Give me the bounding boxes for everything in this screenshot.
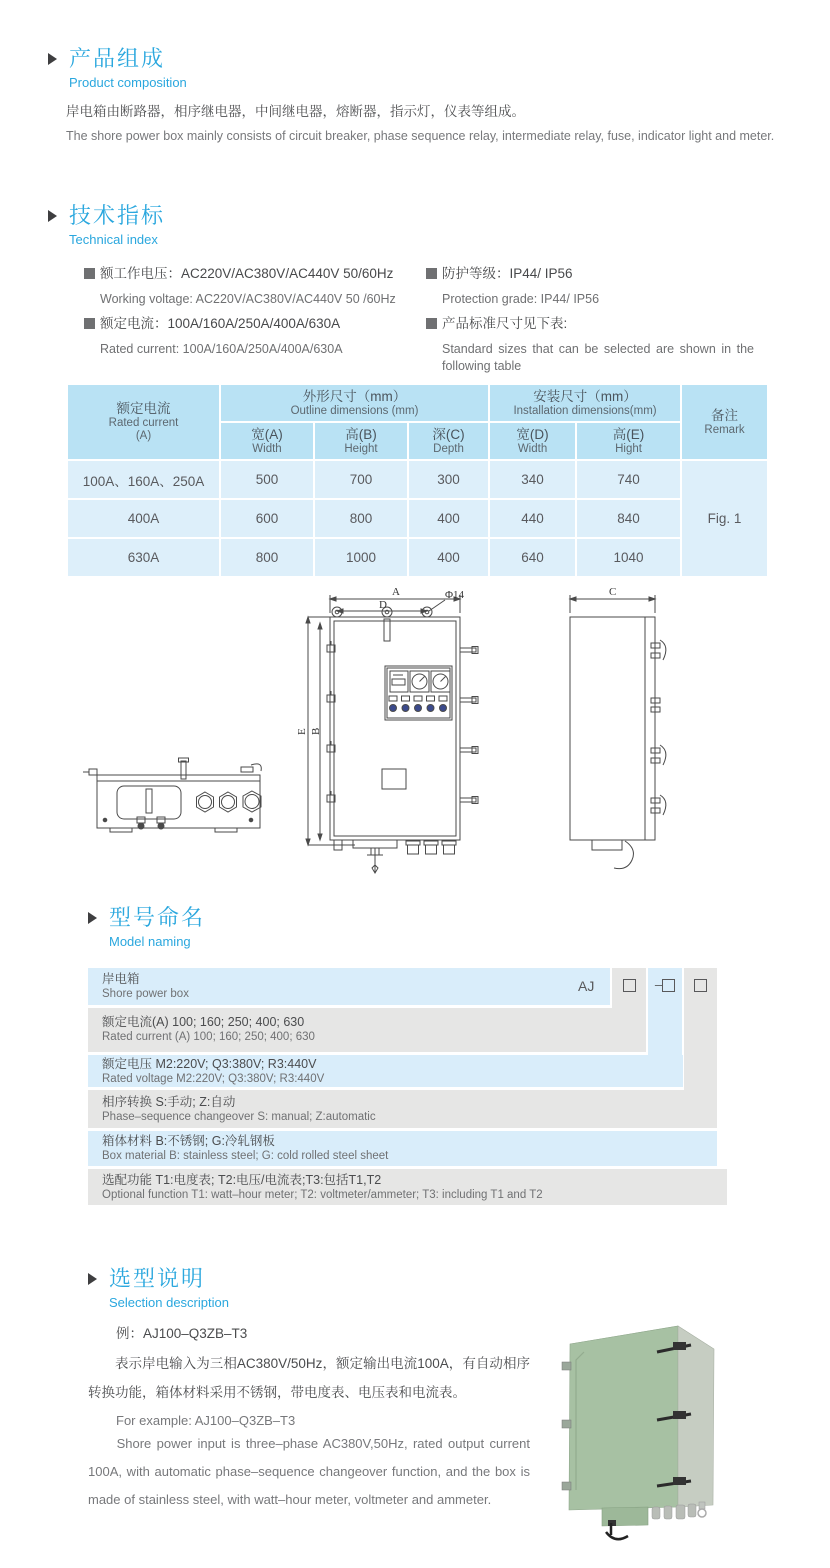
cell-value: 840 — [577, 500, 680, 537]
header-en: Remark — [704, 423, 745, 436]
tech-item-en: Working voltage: AC220V/AC380V/AC440V 50 /60Hz — [100, 292, 396, 306]
header-cn: 宽(A) — [251, 426, 283, 442]
header-en: Hight — [615, 442, 642, 455]
table-row — [68, 461, 767, 498]
section-title-cn: 选型说明 — [109, 1266, 206, 1291]
tech-item-cn: 产品标准尺寸见下表: — [442, 316, 568, 331]
side-latches — [651, 640, 666, 815]
naming-row-optional-function — [88, 1169, 727, 1205]
cell-rated-current: 630A — [68, 539, 219, 576]
header-en: Width — [252, 442, 282, 455]
cell-value: 640 — [490, 539, 575, 576]
tech-item-rated-current — [84, 312, 444, 358]
header-cn: 额定电流 — [116, 401, 171, 416]
naming-row-en: Rated current (A) 100; 160; 250; 400; 630 — [102, 1031, 315, 1043]
section-title-en: Model naming — [109, 934, 191, 949]
cable-glands-bottom — [197, 791, 262, 812]
naming-row-cn: 额定电压 M2:220V; Q3:380V; R3:440V — [102, 1057, 317, 1071]
naming-row-rated-voltage — [88, 1055, 683, 1087]
naming-row-cn: 箱体材料 B:不锈钢; G:冷轧钢板 — [102, 1134, 275, 1148]
dash: – — [654, 977, 663, 992]
cell-value: 500 — [221, 461, 313, 498]
table-row — [68, 500, 767, 537]
header-cn: 高(E) — [612, 426, 645, 442]
section-product-composition-header — [48, 46, 187, 90]
header-cn: 高(B) — [345, 426, 377, 442]
naming-row-box-material — [88, 1131, 717, 1166]
naming-row-phase-sequence — [88, 1090, 717, 1128]
naming-code-column-1 — [612, 968, 646, 1052]
tech-item-cn: 防护等级：IP44/ IP56 — [442, 266, 573, 281]
cell-value: 600 — [221, 500, 313, 537]
naming-row-en: Rated voltage M2:220V; Q3:380V; R3:440V — [102, 1073, 325, 1085]
selection-body-cn: 表示岸电输入为三相AC380V/50Hz，额定输出电流100A，有自动相序转换功能，箱体材料采用不锈钢，带电度表、电压表和电流表。 — [88, 1356, 530, 1400]
cell-rated-current: 400A — [68, 500, 219, 537]
naming-row-cn: 相序转换 S:手动; Z:自动 — [102, 1095, 236, 1109]
cell-value: 1000 — [315, 539, 407, 576]
cell-rated-current: 100A、160A、250A — [68, 461, 219, 498]
square-bullet-icon — [426, 318, 437, 329]
col-header-remark — [682, 385, 767, 459]
col-group-installation-dimensions — [490, 385, 680, 421]
cell-value: 400 — [409, 539, 488, 576]
bottom-view — [83, 758, 261, 832]
composition-body-en: The shore power box mainly consists of circuit breaker, phase sequence relay, intermediate relay, fuse, indicator light and meter. — [66, 129, 775, 143]
dim-label-phi14: Φ14 — [445, 589, 465, 601]
section-selection-description-header — [88, 1266, 229, 1310]
col-header-height-e — [577, 423, 680, 459]
cell-remark: Fig. 1 — [682, 461, 767, 576]
cell-value: 400 — [409, 500, 488, 537]
tech-item-en: Protection grade: IP44/ IP56 — [442, 292, 600, 306]
naming-code-column-3 — [684, 968, 717, 1128]
cell-value: 800 — [221, 539, 313, 576]
selection-body-en: Shore power input is three–phase AC380V,50Hz, rated output current 100A, with automatic phase–sequence changeover function, and the box is made of stainless steel, with watt–hour meter, voltmeter and ammeter. — [88, 1436, 530, 1507]
header-en: Rated current — [108, 417, 179, 429]
section-technical-index-header — [48, 203, 165, 247]
col-group-outline-dimensions — [221, 385, 488, 421]
cell-value: 340 — [490, 461, 575, 498]
header-en: Width — [517, 442, 548, 455]
naming-code-column-2 — [648, 968, 682, 1087]
code-placeholder-box — [662, 979, 675, 992]
naming-row-shore-power-box — [88, 968, 610, 1005]
section-title-en: Technical index — [69, 232, 158, 247]
naming-row-cn: 额定电流(A) 100; 160; 250; 400; 630 — [102, 1015, 305, 1029]
col-header-rated-current — [68, 385, 219, 459]
green-enclosure-box — [562, 1326, 714, 1539]
cell-value: 800 — [315, 500, 407, 537]
section-title-en: Selection description — [109, 1295, 229, 1310]
front-view — [306, 595, 478, 873]
col-header-width-a — [221, 423, 313, 459]
square-bullet-icon — [84, 268, 95, 279]
header-cn: 备注 — [711, 407, 739, 423]
meter-panel — [385, 666, 452, 720]
square-bullet-icon — [84, 318, 95, 329]
section-title-en: Product composition — [69, 75, 187, 90]
dim-label-D: D — [379, 599, 387, 611]
section-title-cn: 产品组成 — [69, 46, 166, 71]
header-cn: 宽(D) — [516, 426, 549, 442]
selection-example-cn: 例：AJ100–Q3ZB–T3 — [116, 1326, 248, 1341]
selection-example-en: For example: AJ100–Q3ZB–T3 — [116, 1413, 296, 1428]
side-view — [570, 595, 666, 869]
indicator-lights — [389, 696, 447, 712]
cell-value: 1040 — [577, 539, 680, 576]
col-header-height-b — [315, 423, 407, 459]
cell-value: 300 — [409, 461, 488, 498]
tech-item-en: Standard sizes that can be selected are shown in the following table — [442, 342, 754, 373]
section-title-cn: 技术指标 — [69, 203, 166, 228]
tech-item-protection-grade — [426, 262, 776, 308]
door-latches — [327, 641, 478, 804]
section-model-naming-header — [88, 905, 205, 949]
header-en: Depth — [433, 442, 464, 455]
tech-item-en: Rated current: 100A/160A/250A/400A/630A — [100, 342, 343, 356]
table-row — [68, 539, 767, 576]
header-cn: 深(C) — [432, 426, 465, 442]
header-en: Height — [344, 442, 378, 455]
dim-label-A: A — [392, 586, 400, 598]
section-marker-icon — [48, 53, 57, 65]
naming-row-cn: 选配功能 T1:电度表; T2:电压/电流表;T3:包括T1,T2 — [102, 1173, 382, 1187]
naming-row-en: Phase–sequence changeover S: manual; Z:automatic — [102, 1111, 376, 1123]
section-marker-icon — [88, 912, 97, 924]
code-placeholder-box — [694, 979, 707, 992]
dim-label-C: C — [609, 586, 617, 598]
section-title-cn: 型号命名 — [109, 905, 206, 930]
tech-item-cn: 额工作电压：AC220V/AC380V/AC440V 50/60Hz — [100, 266, 394, 281]
naming-row-en: Shore power box — [102, 988, 189, 1000]
header-en: Outline dimensions (mm) — [290, 404, 419, 417]
tech-item-working-voltage — [84, 262, 444, 308]
col-header-width-d — [490, 423, 575, 459]
col-header-depth-c — [409, 423, 488, 459]
cell-value: 440 — [490, 500, 575, 537]
dim-label-E: E — [296, 728, 308, 735]
header-unit: (A) — [135, 430, 152, 442]
section-marker-icon — [48, 210, 57, 222]
naming-row-en: Box material B: stainless steel; G: cold rolled steel sheet — [102, 1150, 389, 1162]
tech-item-cn: 额定电流：100A/160A/250A/400A/630A — [100, 316, 341, 331]
section-marker-icon — [88, 1273, 97, 1285]
header-cn: 安装尺寸（mm） — [533, 388, 637, 404]
square-bullet-icon — [426, 268, 437, 279]
header-en: Installation dimensions(mm) — [513, 404, 657, 417]
product-photo — [545, 1292, 810, 1564]
technical-drawing — [65, 583, 765, 895]
dimensions-table — [66, 383, 769, 578]
selection-text-block — [88, 1322, 530, 1514]
composition-body-cn: 岸电箱由断路器，相序继电器，中间继电器，熔断器，指示灯，仪表等组成。 — [66, 104, 525, 119]
cell-value: 740 — [577, 461, 680, 498]
code-placeholder-box — [623, 979, 636, 992]
naming-row-cn: 岸电箱 — [102, 972, 140, 986]
cell-value: 700 — [315, 461, 407, 498]
naming-row-en: Optional function T1: watt–hour meter; T2: voltmeter/ammeter; T3: including T1 and T2 — [102, 1189, 543, 1201]
naming-code-prefix: AJ — [578, 978, 595, 994]
tech-item-standard-sizes — [426, 312, 756, 375]
dim-label-B: B — [310, 727, 322, 735]
header-cn: 外形尺寸（mm） — [302, 388, 407, 404]
naming-row-rated-current — [88, 1008, 645, 1052]
